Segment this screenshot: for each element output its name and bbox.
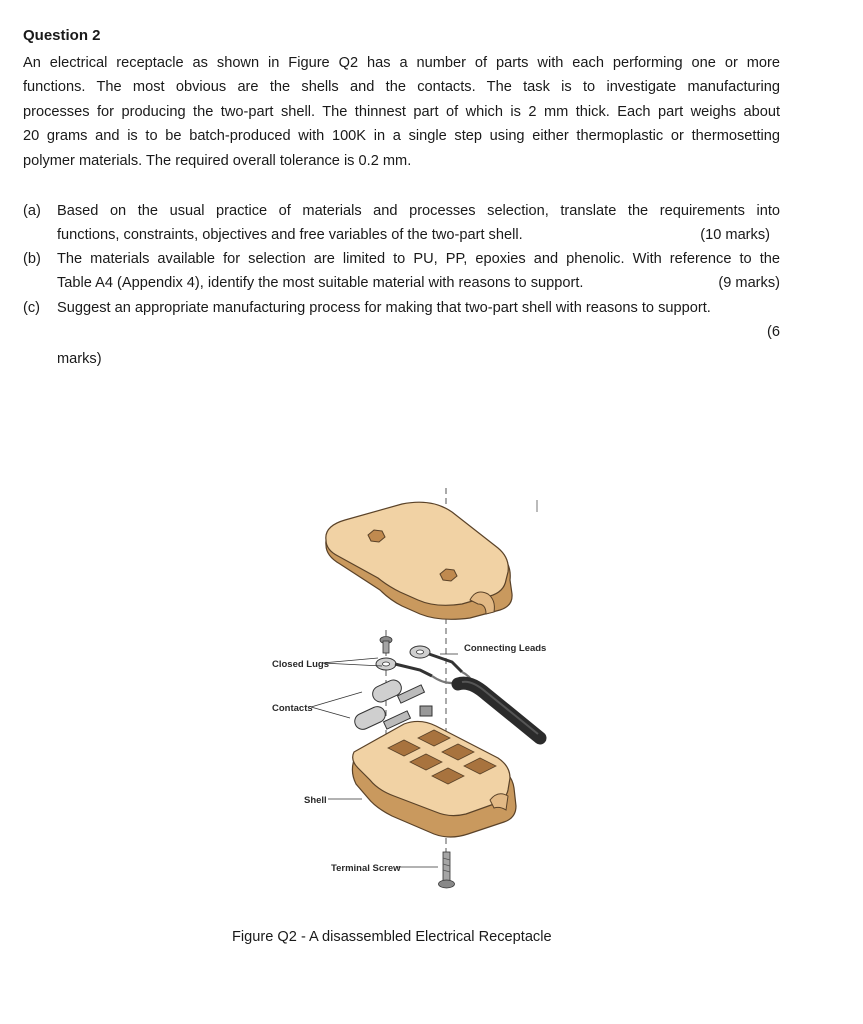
leader-line: [311, 707, 350, 718]
part-marks: (9 marks): [718, 275, 780, 292]
leader-line: [311, 692, 362, 707]
part-label: (a): [23, 203, 41, 219]
figure-caption: Figure Q2 - A disassembled Electrical Receptacle: [232, 929, 552, 945]
label-contacts: Contacts: [272, 703, 313, 714]
leader-line: [322, 663, 382, 666]
intro-line: 20 grams and is to be batch-produced with 100K in a single step using either thermoplastic or thermosetting: [23, 128, 780, 145]
terminal-screw-icon: [439, 852, 455, 888]
part-text: The materials available for selection are limited to PU, PP, epoxies and phenolic. With reference to the: [57, 251, 780, 267]
label-connecting-leads: Connecting Leads: [464, 643, 547, 654]
part-text: Based on the usual practice of materials and processes selection, translate the requirements into: [57, 203, 780, 219]
intro-line: An electrical receptacle as shown in Figure Q2 has a number of parts with each performing one or more: [23, 55, 780, 71]
intro-line: polymer materials. The required overall tolerance is 0.2 mm.: [23, 152, 412, 169]
connecting-lead-cable: [458, 682, 540, 738]
label-closed-lugs: Closed Lugs: [272, 659, 330, 670]
part-label: (c): [23, 300, 41, 316]
intro-line: processes for producing the two-part shell. The thinnest part of which is 2 mm thick. Each part weighs about: [23, 103, 780, 120]
part-text: functions, constraints, objectives and free variables of the two-part shell.: [57, 227, 523, 244]
question-title: Question 2: [23, 27, 101, 44]
part-label: (b): [23, 251, 41, 267]
part-text: Table A4 (Appendix 4), identify the most suitable material with reasons to support.: [57, 275, 584, 292]
part-marks: marks): [57, 350, 102, 367]
screw-icon: [380, 637, 392, 654]
label-shell: Shell: [304, 795, 327, 806]
top-shell: [326, 502, 512, 619]
label-terminal-screw: Terminal Screw: [331, 863, 401, 874]
part-text: Suggest an appropriate manufacturing process for making that two-part shell with reasons to support.: [57, 300, 711, 316]
part-marks: (10 marks): [700, 227, 770, 244]
leader-line: [322, 658, 378, 663]
part-marks: (6: [767, 324, 780, 341]
bottom-shell: [352, 721, 516, 837]
intro-line: functions. The most obvious are the shells and the contacts. The task is to investigate manufacturing: [23, 79, 780, 96]
